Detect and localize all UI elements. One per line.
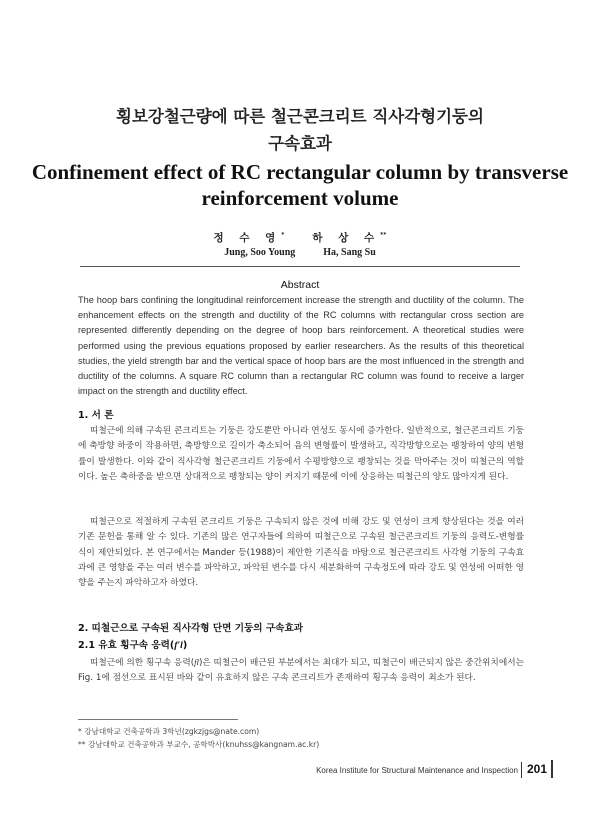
title-english-line2: reinforcement volume — [201, 186, 399, 210]
journal-name: Korea Institute for Structural Maintenance and Inspection — [316, 766, 518, 775]
footnote-1: * 강남대학교 건축공학과 3학년(zgkzjgs@nate.com) — [78, 727, 260, 736]
abstract-heading: Abstract — [280, 279, 320, 291]
author1-mark: * — [281, 231, 285, 239]
abstract-text: The hoop bars confining the longitudinal reinforcement increase the strength and ductility of the column. The enhancement effects on the strength and ductility of the RC columns with rectangular cross section are represented differently depending on the degree of hoop bars reinforcement. A theoretical studies were performed using the previous equations proposed by earlier researchers. As the results of this theoretical studies, the yield strength bar and the vertical space of hoop bars are the most influenced in the strength and ductility of the columns. A square RC column than a rectangular RC column was found to receive a larger impact on the strength and ductility effect. — [78, 295, 524, 397]
authors-english — [0, 247, 600, 258]
section2-1-symbol: f′l — [174, 640, 183, 651]
header-divider — [80, 266, 520, 267]
title-english-line1: Confinement effect of RC rectangular column by transverse — [31, 160, 569, 184]
footer-separator — [521, 762, 522, 778]
title-korean-line2: 구속효과 — [268, 134, 332, 153]
section2-heading: 2. 띠철근으로 구속된 직사각형 단면 기둥의 구속효과 — [78, 623, 303, 634]
section2-1-heading — [78, 637, 187, 651]
author2-english-name: Ha, Sang Su — [323, 247, 376, 258]
section1-paragraph2: 띠철근으로 적절하게 구속된 콘크리트 기둥은 구속되지 않은 것에 비해 강도 및 연성이 크게 향상된다는 것을 여러 기존 문헌을 통해 알 수 있다. 기존의 많은 연구자들에 의하여 띠철근으로 구속된 철근콘크리트 기둥의 응력도-변형률 식이 제안되었다. 본 연구에서는 Mander 등(1988)이 제안한 기존식을 바탕으로 철근콘크리트 사각형 기둥의 구속효과에 큰 영향을 주는 여러 변수를 파악하고, 파악된 변수를 다시 세분화하여 구속정도에 따라 강도 및 연성에 어떠한 영향을 주는지 파악하고자 하였다. — [78, 517, 524, 588]
section2-1-heading-close: ) — [182, 640, 188, 651]
authors-korean — [0, 230, 600, 245]
section1-paragraph1: 띠철근에 의해 구속된 콘크리트는 기둥은 강도뿐만 아니라 연성도 동시에 증가한다. 일반적으로, 철근콘크리트 기둥에 축방향 하중이 작용하면, 축방향으로 길이가 축소되어 음의 변형률이 발생하고, 직각방향으로는 팽창하여 양의 변형률이 발생한다. 이와 같이 직사각형 철근콘크리트 기둥에서 수평방향으로 팽창되는 것을 막아주는 것이 띠철근의 역할이다. 높은 축하중을 받으면 상대적으로 팽창되는 양이 커지기 때문에 이에 상응하는 띠철근의 양도 많아지게 된다. — [78, 426, 524, 482]
footnote-2: ** 강남대학교 건축공학과 부교수, 공학박사(knuhss@kangnam.ac.kr) — [78, 740, 320, 749]
author2-korean-name: 하 상 수 — [312, 232, 381, 244]
section2-1-heading-text: 2.1 유효 횡구속 응력( — [78, 640, 175, 651]
section2-paragraph-start: 띠철근에 의한 횡구속 응력( — [90, 658, 195, 668]
page-number-bar — [551, 760, 553, 778]
page-number: 201 — [527, 762, 548, 776]
author1-english-name: Jung, Soo Young — [224, 247, 296, 258]
author1-korean-name: 정 수 영 — [213, 232, 282, 244]
section2-paragraph — [78, 655, 524, 687]
section1-heading: 1. 서 론 — [78, 410, 114, 421]
footnote-divider — [78, 719, 238, 720]
title-korean-line1: 횡보강철근량에 따른 철근콘크리트 직사각형기둥의 — [116, 107, 484, 126]
section2-paragraph-rest: )은 띠철근이 배근된 부분에서는 최대가 되고, 띠철근이 배근되지 않은 중간위치에서는 Fig. 1에 점선으로 표시된 바와 같이 유효하지 않은 구속 콘크리트가 존재하여 횡구속 응력이 최소가 된다. — [78, 658, 524, 684]
author2-mark: ** — [380, 231, 387, 239]
section2-paragraph-symbol: fl — [194, 657, 199, 667]
